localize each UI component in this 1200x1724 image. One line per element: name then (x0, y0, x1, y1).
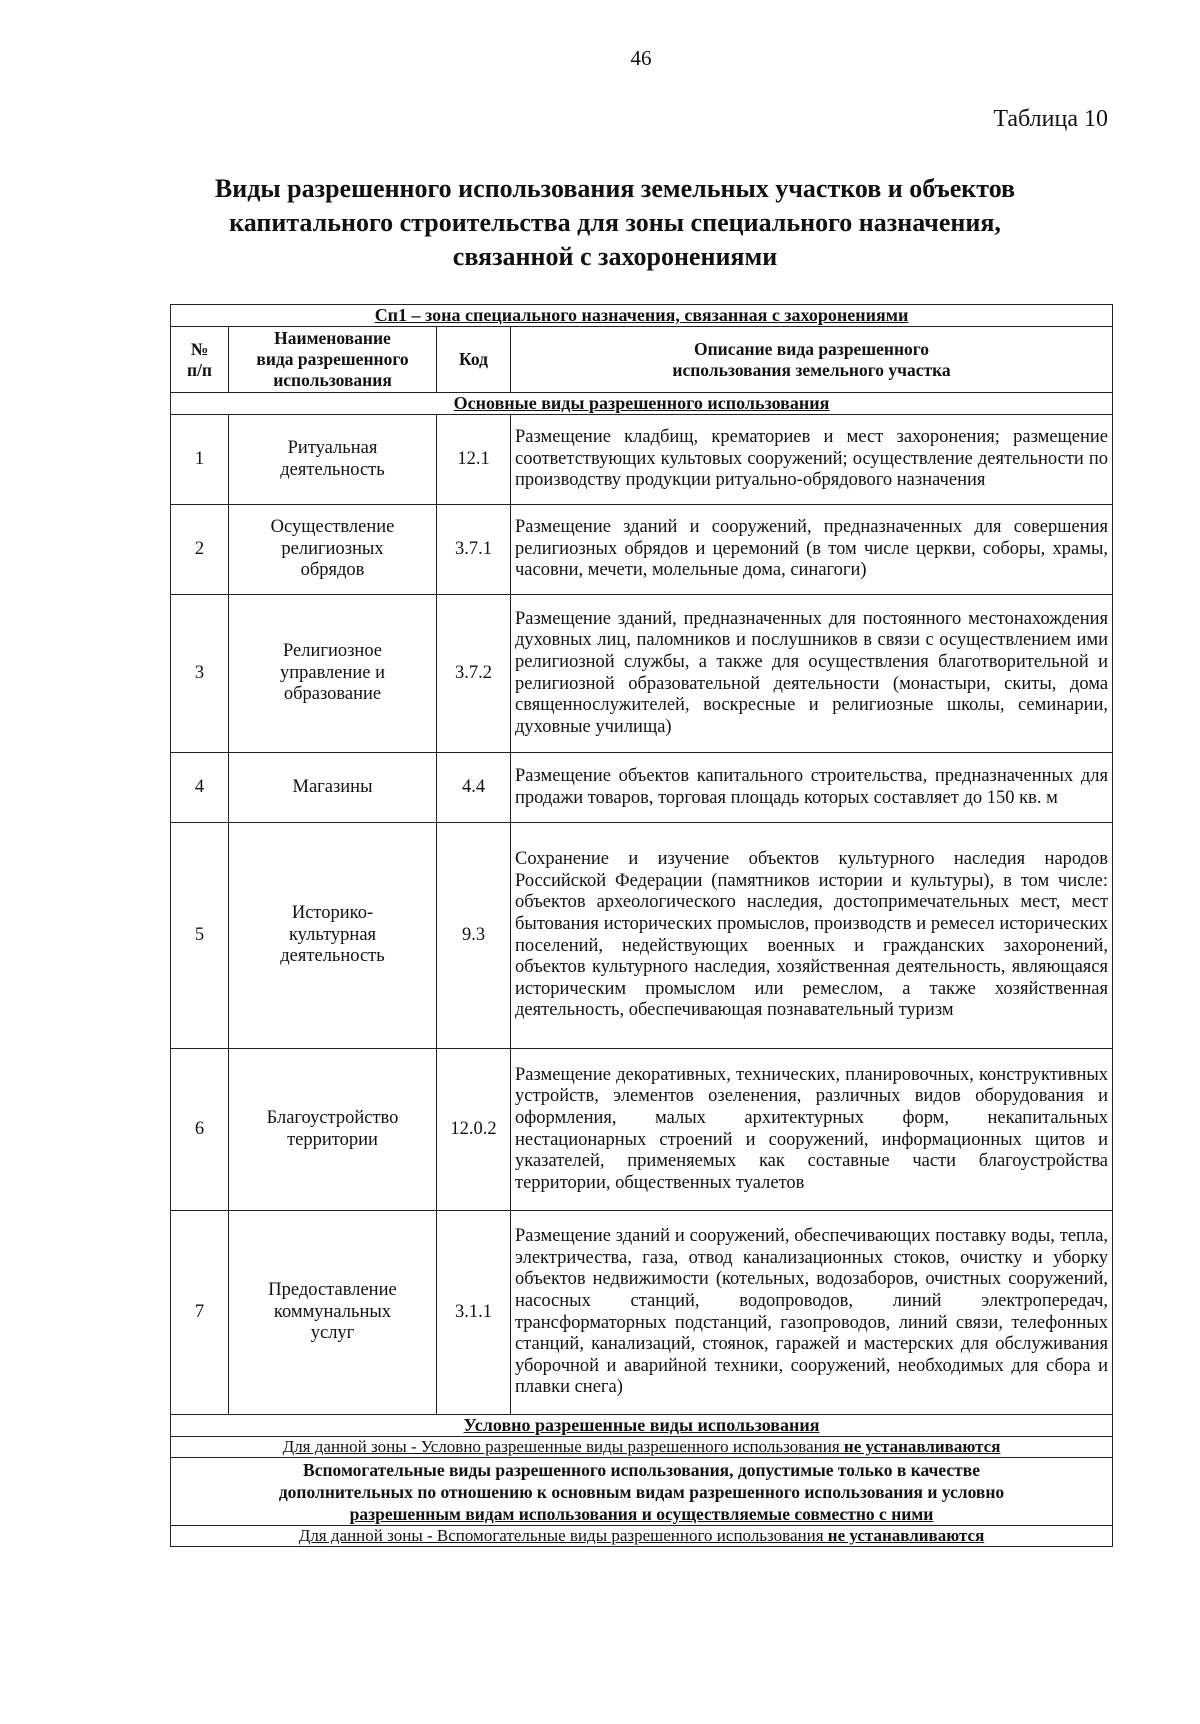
col-name-line-3: использования (273, 370, 392, 390)
zone-header: Сп1 – зона специального назначения, связанная с захоронениями (171, 305, 1113, 327)
row-code: 12.0.2 (437, 1049, 511, 1211)
row-name-line: Историко- (291, 903, 374, 924)
col-code-header: Код (437, 327, 511, 393)
title-line-2: капитального строительства для зоны специального назначения, (229, 208, 1001, 237)
row-name-line: управление и (279, 662, 386, 683)
row-number: 6 (171, 1049, 229, 1211)
row-name (229, 823, 437, 1049)
col-num-header (171, 327, 229, 393)
auxiliary-section-title (171, 1458, 1113, 1526)
col-num-line-2: п/п (186, 359, 213, 380)
row-number: 1 (171, 415, 229, 505)
col-name-line-2: вида разрешенного (256, 349, 409, 369)
conditional-section-title: Условно разрешенные виды использования (171, 1415, 1113, 1437)
row-name-line: Предоставление (268, 1280, 397, 1301)
conditional-note (171, 1437, 1113, 1458)
col-desc-header (511, 327, 1113, 393)
row-code: 4.4 (437, 753, 511, 823)
row-name-line: Благоустройство (266, 1107, 399, 1128)
table-row (171, 1049, 1113, 1211)
row-code: 12.1 (437, 415, 511, 505)
row-name (229, 1049, 437, 1211)
row-name-line: образование (283, 684, 382, 705)
row-name-line: коммунальных (273, 1301, 392, 1322)
row-name-line: деятельность (280, 946, 385, 967)
row-code: 3.7.1 (437, 505, 511, 595)
table-row (171, 753, 1113, 823)
row-description: Размещение зданий, предназначенных для постоянного местонахождения духовных лиц, паломников и послушников в связи с осуществлением ими религиозной службы, а также для осуществления благотворительной и религиозной образовательной деятельности (монастыри, скиты, дома священнослужителей, воскресные и религиозные школы, семинарии, духовные училища) (511, 595, 1113, 753)
row-name (229, 415, 437, 505)
conditional-note-emphasis: не устанавливаются (843, 1437, 1001, 1456)
table-row (171, 595, 1113, 753)
auxiliary-title-line-1: Вспомогательные виды разрешенного использования, допустимые только в качестве (303, 1459, 980, 1480)
row-description: Сохранение и изучение объектов культурного наследия народов Российской Федерации (памятников истории и культуры), в том числе: объектов археологического наследия, достопримечательных мест, мест бытования исторических промыслов, производств и ремесел исторических поселений, недействующих военных и гражданских захоронений, объектов культурного наследия, хозяйственная деятельность, являющаяся историческим промыслом или ремеслом, а также хозяйственная деятельность, обеспечивающая познавательный туризм (511, 823, 1113, 1049)
table-row (171, 505, 1113, 595)
document-title (150, 172, 1080, 274)
table-row (171, 823, 1113, 1049)
col-name-line-1: Наименование (274, 328, 391, 348)
conditional-note-text: Для данной зоны - Условно разрешенные виды разрешенного использования (282, 1437, 844, 1456)
row-name (229, 1211, 437, 1415)
row-description: Размещение кладбищ, крематориев и мест захоронения; размещение соответствующих культовых сооружений; осуществление деятельности по производству продукции ритуально-обрядового назначения (511, 415, 1113, 505)
row-description: Размещение декоративных, технических, планировочных, конструктивных устройств, элементов озеленения, различных видов оборудования и оформления, малых архитектурных форм, некапитальных нестационарных строений и сооружений, информационных щитов и указателей, применяемых как составные части благоустройства территории, общественных туалетов (511, 1049, 1113, 1211)
auxiliary-note-text: Для данной зоны - Вспомогательные виды разрешенного использования (298, 1526, 828, 1545)
row-name (229, 753, 437, 823)
row-number: 3 (171, 595, 229, 753)
row-name-line: услуг (310, 1323, 355, 1344)
row-name-line: культурная (288, 924, 377, 945)
row-name-line: Осуществление (270, 517, 395, 538)
row-name-line: обрядов (300, 560, 365, 581)
row-number: 5 (171, 823, 229, 1049)
auxiliary-title-line-2: дополнительных по отношению к основным видам разрешенного использования и условно (278, 1481, 1005, 1502)
page-number: 46 (630, 46, 652, 70)
row-name-line: деятельность (280, 459, 385, 480)
col-name-header (229, 327, 437, 393)
title-line-3: связанной с захоронениями (452, 242, 778, 271)
col-num-line-1: № (190, 338, 209, 359)
col-desc-line-1: Описание вида разрешенного (693, 338, 930, 359)
row-name-line: религиозных (281, 538, 384, 559)
row-number: 2 (171, 505, 229, 595)
row-description: Размещение объектов капитального строительства, предназначенных для продажи товаров, торговая площадь которых составляет до 150 кв. м (511, 753, 1113, 823)
row-name-line: Религиозное (282, 641, 383, 662)
row-number: 4 (171, 753, 229, 823)
row-name (229, 505, 437, 595)
table-row (171, 415, 1113, 505)
column-header-row (171, 327, 1113, 393)
row-code: 9.3 (437, 823, 511, 1049)
title-line-1: Виды разрешенного использования земельных участков и объектов (214, 174, 1016, 203)
row-code: 3.7.2 (437, 595, 511, 753)
row-number: 7 (171, 1211, 229, 1415)
col-desc-line-2: использования земельного участка (672, 359, 951, 380)
land-use-table (170, 304, 1113, 1547)
auxiliary-note-emphasis: не устанавливаются (827, 1526, 985, 1545)
row-name-line: территории (287, 1129, 378, 1150)
table-label: Таблица 10 (993, 106, 1108, 132)
row-name (229, 595, 437, 753)
row-name-line: Магазины (292, 776, 373, 797)
row-code: 3.1.1 (437, 1211, 511, 1415)
main-section-title: Основные виды разрешенного использования (171, 393, 1113, 415)
table-row (171, 1211, 1113, 1415)
row-name-line: Ритуальная (287, 437, 378, 458)
row-description: Размещение зданий и сооружений, предназначенных для совершения религиозных обрядов и церемоний (в том числе церкви, соборы, храмы, часовни, мечети, молельные дома, синагоги) (511, 505, 1113, 595)
auxiliary-note (171, 1526, 1113, 1547)
auxiliary-title-line-3: разрешенным видам использования и осуществляемые совместно с ними (349, 1503, 934, 1524)
row-description: Размещение зданий и сооружений, обеспечивающих поставку воды, тепла, электричества, газа, отвод канализационных стоков, очистку и уборку объектов недвижимости (котельных, водозаборов, очистных сооружений, насосных станций, водопроводов, линий электропередач, трансформаторных подстанций, газопроводов, линий связи, телефонных станций, канализаций, стоянок, гаражей и мастерских для обслуживания уборочной и аварийной техники, сооружений, необходимых для сбора и плавки снега) (511, 1211, 1113, 1415)
